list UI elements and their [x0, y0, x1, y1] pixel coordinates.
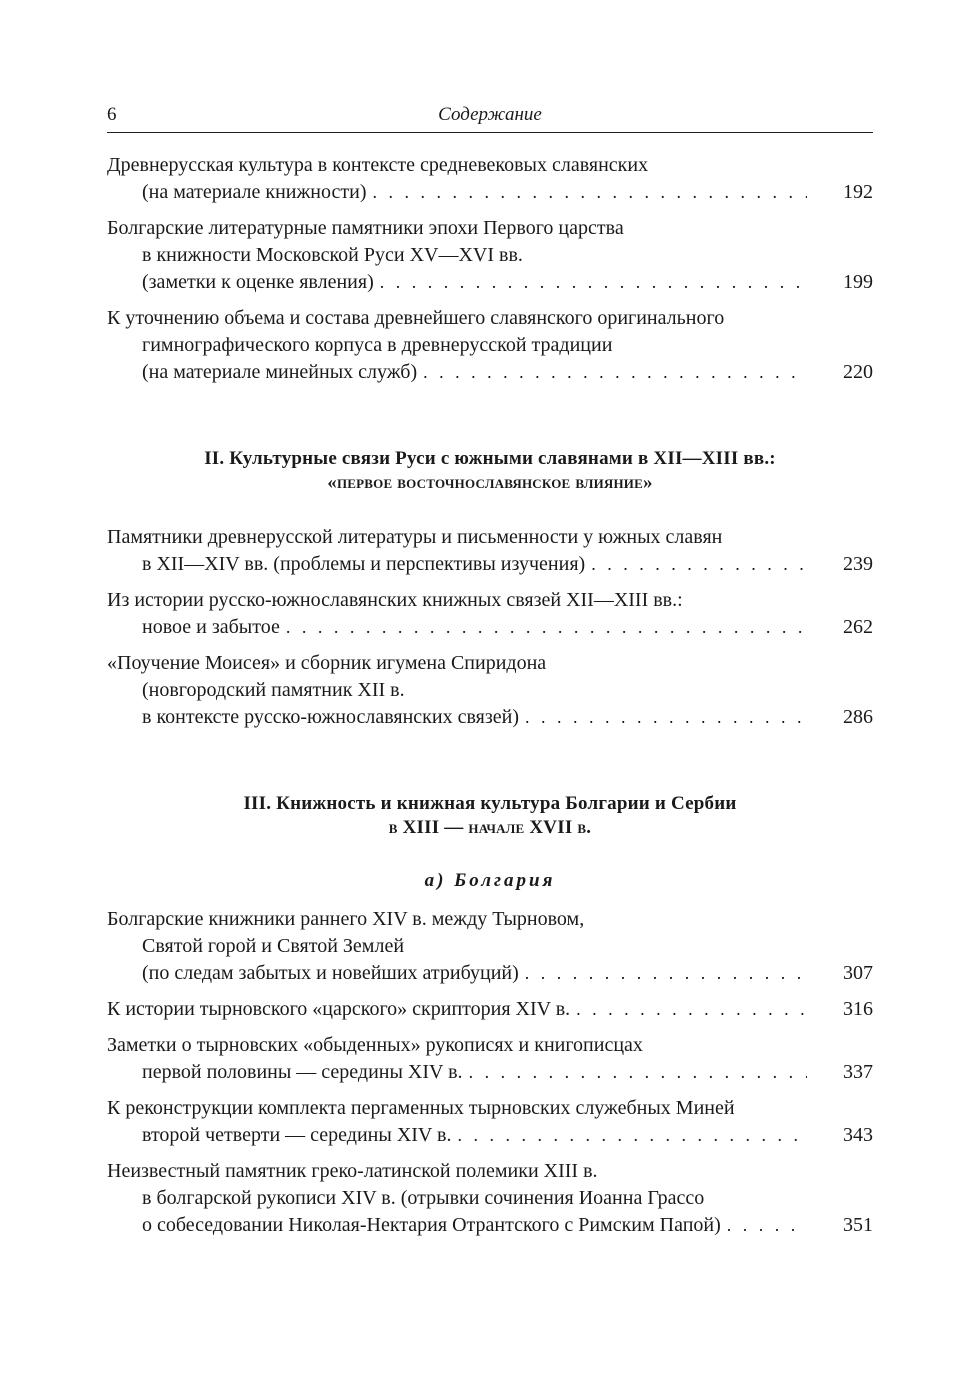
entry-title-last-line: новое и забытое — [142, 616, 280, 638]
toc-group-1 — [107, 152, 873, 386]
entry-page-number: 307 — [843, 962, 873, 984]
dot-leader — [469, 1059, 807, 1086]
running-title: Содержание — [438, 104, 542, 125]
entry-page-number: 220 — [843, 361, 873, 383]
toc-entry[interactable] — [107, 215, 873, 296]
entry-title-line: К уточнению объема и состава древнейшего славянского оригинального — [107, 307, 725, 329]
entry-title-line: Неизвестный памятник греко-латинской полемики XIII в. — [107, 1160, 598, 1182]
toc-group-2 — [107, 524, 873, 731]
dot-leader — [380, 269, 807, 296]
dot-leader — [727, 1212, 807, 1239]
entry-title-line: «Поучение Моисея» и сборник игумена Спиридона — [107, 652, 547, 674]
entry-title-continuation: гимнографического корпуса в древнерусской традиции — [142, 334, 613, 356]
entry-title-last-line: в контексте русско-южнославянских связей) — [142, 706, 520, 728]
toc-group-3 — [107, 906, 873, 1239]
entry-page-number: 192 — [843, 181, 873, 203]
dot-leader — [286, 614, 807, 641]
toc-entry[interactable] — [107, 152, 873, 206]
entry-title-continuation: в книжности Московской Руси XV—XVI вв. — [142, 244, 523, 266]
toc-entry[interactable] — [107, 1158, 873, 1239]
entry-title-last-line: второй четверти — середины XIV в. — [142, 1124, 452, 1146]
entry-page-number: 343 — [843, 1124, 873, 1146]
entry-page-number: 199 — [843, 271, 873, 293]
subsection-heading: а) Болгария — [424, 870, 556, 891]
dot-leader — [457, 1122, 807, 1149]
dot-leader — [576, 996, 807, 1023]
entry-title-last-line: К истории тырновского «царского» скриптория XIV в. — [107, 998, 571, 1020]
entry-page-number: 286 — [843, 706, 873, 728]
toc-entry[interactable] — [107, 524, 873, 578]
entry-title-line: Заметки о тырновских «обыденных» рукописях и книгописцах — [107, 1034, 643, 1056]
dot-leader — [525, 704, 807, 731]
table-of-contents — [107, 152, 873, 1239]
entry-title-line: Памятники древнерусской литературы и письменности у южных славян — [107, 526, 723, 548]
section-2-heading — [107, 447, 873, 495]
dot-leader — [591, 551, 807, 578]
entry-title-continuation: в болгарской рукописи XIV в. (отрывки сочинения Иоанна Грассо — [142, 1187, 705, 1209]
entry-title-last-line: первой половины — середины XIV в. — [142, 1061, 463, 1083]
entry-title-last-line: (по следам забытых и новейших атрибуций) — [142, 962, 519, 984]
toc-entry[interactable] — [107, 305, 873, 386]
entry-title-last-line: (на материале книжности) — [142, 181, 367, 203]
toc-entry[interactable] — [107, 996, 873, 1023]
entry-page-number: 239 — [843, 553, 873, 575]
entry-page-number: 337 — [843, 1061, 873, 1083]
entry-page-number: 351 — [843, 1214, 873, 1236]
dot-leader — [372, 179, 807, 206]
entry-page-number: 316 — [843, 998, 873, 1020]
running-header — [107, 104, 873, 133]
toc-entry[interactable] — [107, 650, 873, 731]
entry-title-line: Древнерусская культура в контексте средневековых славянских — [107, 154, 649, 176]
dot-leader — [423, 359, 807, 386]
section-3-heading — [107, 792, 873, 840]
entry-title-continuation: (новгородский памятник XII в. — [142, 679, 405, 701]
entry-title-line: Из истории русско-южнославянских книжных связей XII—XIII вв.: — [107, 589, 683, 611]
page-number: 6 — [107, 104, 117, 125]
entry-page-number: 262 — [843, 616, 873, 638]
dot-leader — [525, 960, 807, 987]
toc-entry[interactable] — [107, 1095, 873, 1149]
entry-title-last-line: о собеседовании Николая-Нектария Отрантского с Римским Папой) — [142, 1214, 721, 1236]
toc-entry[interactable] — [107, 1032, 873, 1086]
entry-title-last-line: (на материале минейных служб) — [142, 361, 418, 383]
entry-title-line: Болгарские литературные памятники эпохи Первого царства — [107, 217, 624, 239]
toc-entry[interactable] — [107, 906, 873, 987]
entry-title-continuation: Святой горой и Святой Землей — [142, 935, 405, 957]
section-2-title: II. Культурные связи Руси с южными славянами в XII—XIII вв.: — [204, 448, 776, 469]
section-3-subtitle: в XIII — начале XVII в. — [388, 817, 592, 838]
section-2-subtitle: «первое восточнославянское влияние» — [327, 472, 653, 493]
entry-title-last-line: (заметки к оценке явления) — [142, 271, 374, 293]
entry-title-line: К реконструкции комплекта пергаменных тырновских служебных Миней — [107, 1097, 735, 1119]
entry-title-line: Болгарские книжники раннего XIV в. между Тырновом, — [107, 908, 585, 930]
toc-entry[interactable] — [107, 587, 873, 641]
section-3-title: III. Книжность и книжная культура Болгарии и Сербии — [243, 793, 737, 814]
entry-title-last-line: в XII—XIV вв. (проблемы и перспективы изучения) — [142, 553, 586, 575]
